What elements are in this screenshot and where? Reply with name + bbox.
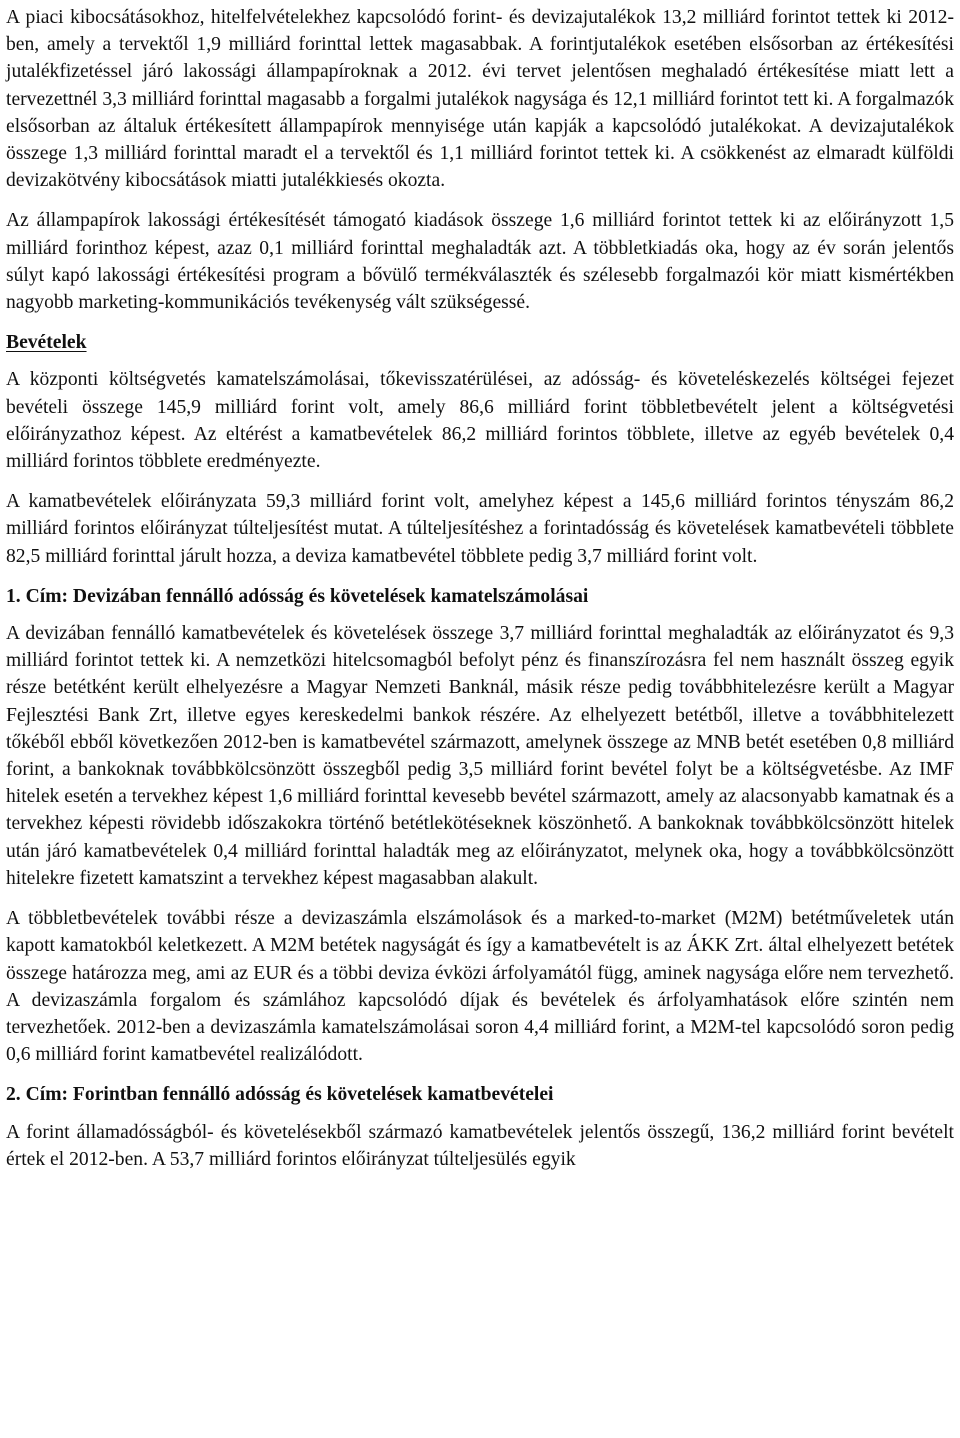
- heading-title-2: 2. Cím: Forintban fennálló adósság és követelések kamatbevételei: [6, 1084, 554, 1106]
- paragraph-commissions: A piaci kibocsátásokhoz, hitelfelvételekhez kapcsolódó forint- és devizajutalékok 13,2 milliárd forintot tettek ki 2012-ben, amely a tervektől 1,9 milliárd forinttal lettek magasabbak. A forintjutalékok esetében elsősorban az értékesítési jutalékfizetéssel járó lakossági állampapíroknak a 2012. évi tervet jelentősen meghaladó értékesítése miatt lett a tervezettnél 3,3 milliárd forinttal magasabb a forgalmi jutalékok nagysága és 12,1 milliárd forintot tett ki. A forgalmazók elsősorban az általuk értékesített állampapírok mennyisége után kapják a kapcsolódó jutalékokat. A devizajutalékok összege 1,3 milliárd forinttal maradt el a tervektől és 1,1 milliárd forintot tettek ki. A csökkenést az elmaradt külföldi devizakötvény kibocsátások miatti jutalékkiesés okozta.: [6, 7, 954, 192]
- paragraph-interest-revenue: A kamatbevételek előirányzata 59,3 milliárd forint volt, amelyhez képest a 145,6 milliárd forintos tényszám 86,2 milliárd forintos előirányzat túlteljesítést mutat. A túlteljesítéshez a forintadósság és követelések kamatbevételi többlete 82,5 milliárd forinttal járult hozza, a deviza kamatbevétel többlete pedig 3,7 milliárd forint volt.: [6, 491, 954, 567]
- paragraph-forint-interest: A forint államadósságból- és követelésekből származó kamatbevételek jelentős összegű, 136,2 milliárd forint bevételt értek el 2012-ben. A 53,7 milliárd forintos előirányzat túlteljesülés egyik: [6, 1121, 954, 1170]
- heading-title-1: 1. Cím: Devizában fennálló adósság és követelések kamatelszámolásai: [6, 585, 589, 607]
- paragraph-retail-sales-expenses: Az állampapírok lakossági értékesítését támogató kiadások összege 1,6 milliárd forintot tettek ki az előirányzott 1,5 milliárd forinthoz képest, azaz 0,1 milliárd forinttal meghaladták azt. A többletkiadás oka, hogy az év során jelentős súlyt kapó lakossági értékesítési program a bővülő termékválaszték és szélesebb forgalmazói kör miatt kismértékben nagyobb marketing-kommunikációs tevékenység vált szükségessé.: [6, 210, 954, 314]
- paragraph-chapter-revenue: A központi költségvetés kamatelszámolásai, tőkevisszatérülései, az adósság- és követeléskezelés költségei fejezet bevételi összege 145,9 milliárd forint volt, amely 86,6 milliárd forint többletbevételt jelent a költségvetési előirányzathoz képest. Az eltérést a kamatbevételek 86,2 milliárd forintos többlete, illetve az egyéb bevételek 0,4 milliárd forintos többlete eredményezte.: [6, 369, 954, 473]
- document-page: [0, 4, 960, 1438]
- paragraph-foreign-currency-interest: A devizában fennálló kamatbevételek és követelések összege 3,7 milliárd forinttal meghaladták az előirányzatot és 9,3 milliárd forintot tettek ki. A nemzetközi hitelcsomagból befolyt pénz és finanszírozásra fel nem használt összeg egyik része betétként került elhelyezésre a Magyar Nemzeti Banknál, másik része pedig továbbhitelezésre került a Magyar Fejlesztési Bank Zrt, illetve egyes kereskedelmi bankok részére. Az elhelyezett betétből, illetve a továbbhitelezett tőkéből ebből következően 2012-ben is kamatbevétel származott, amelynek összege az MNB betét esetében 0,8 milliárd forint, a bankoknak továbbkölcsönzött összegből pedig 3,5 milliárd forint bevétel folyt be a költségvetésbe. Az IMF hitelek esetén a tervekhez képest 1,6 milliárd forinttal kevesebb bevétel származott, amely az alacsonyabb kamatnak és a tervekhez képesti rövidebb időszakokra történő betétlekötéseknek köszönhető. A bankoknak továbbkölcsönzött hitelek után járó kamatbevételek 0,4 milliárd forinttal haladták meg az előirányzatot, melynek oka, hogy a továbbkölcsönzött hitelekre fizetett kamatszint a tervekhez képest magasabban alakult.: [6, 623, 954, 889]
- heading-revenues: Bevételek: [6, 332, 87, 354]
- paragraph-m2m-deposits: A többletbevételek további része a devizaszámla elszámolások és a marked-to-market (M2M) betétműveletek után kapott kamatokból keletkezett. A M2M betétek nagyságát és így a kamatbevételt is az ÁKK Zrt. által elhelyezett betétek összege határozza meg, ami az EUR és a többi deviza évközi árfolyamától függ, aminek nagysága előre nem tervezhető. A devizaszámla forgalom és számlához kapcsolódó díjak és bevételek és árfolyamhatások előre szintén nem tervezhetőek. 2012-ben a devizaszámla kamatelszámolásai soron 4,4 milliárd forint, a M2M-tel kapcsolódó soron pedig 0,6 milliárd forint kamatbevétel realizálódott.: [6, 908, 954, 1066]
